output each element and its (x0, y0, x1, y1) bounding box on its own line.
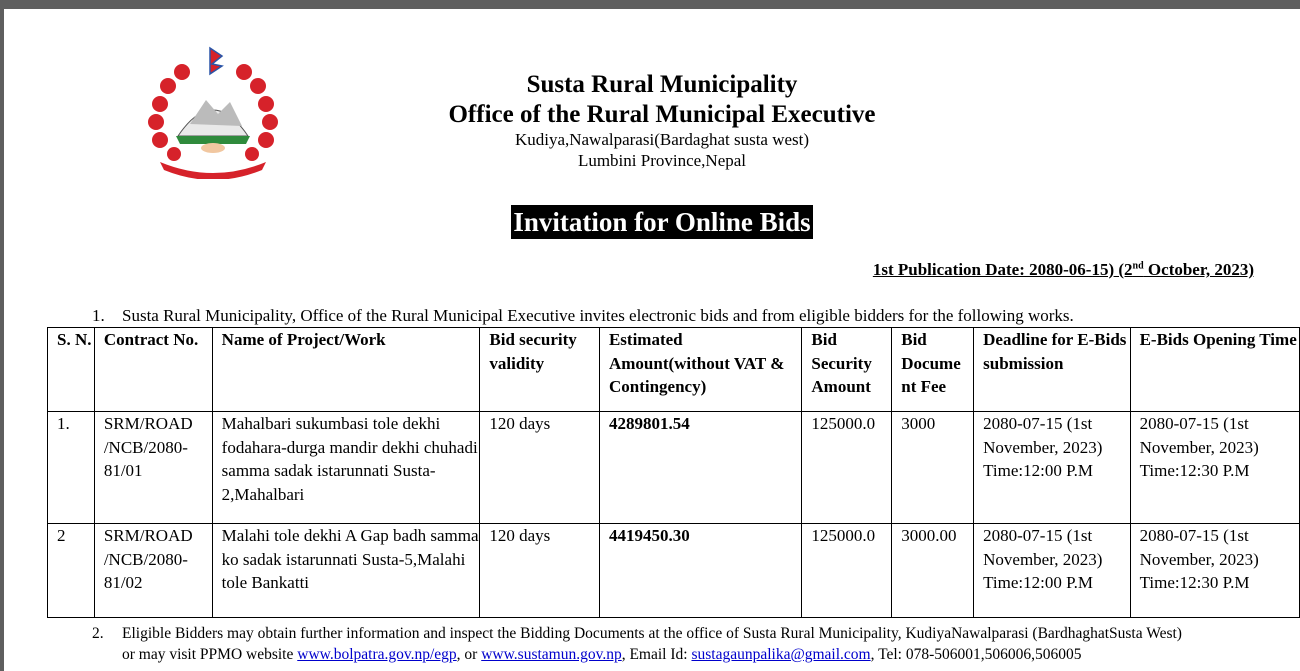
cell-project: Mahalbari sukumbasi tole dekhi fodahara-durga mandir dekhi chuhadi samma sadak istarunnati Susta-2,Mahalbari (212, 412, 480, 524)
col-header: Bid Security Amount (802, 328, 892, 412)
cell-amount: 4289801.54 (599, 412, 801, 524)
cell-opening: 2080-07-15 (1st November, 2023) Time:12:30 P.M (1130, 524, 1299, 618)
cell-security: 125000.0 (802, 412, 892, 524)
province-line: Lumbini Province,Nepal (577, 151, 747, 170)
notice-title: Invitation for Online Bids (513, 207, 811, 237)
col-header: Contract No. (94, 328, 212, 412)
cell-amount: 4419450.30 (599, 524, 801, 618)
municipality-name: Susta Rural Municipality (526, 71, 798, 98)
table-row (48, 412, 1300, 524)
col-header: Name of Project/Work (212, 328, 480, 412)
sustamun-link[interactable]: www.sustamun.gov.np (481, 646, 622, 663)
paragraph-2: 2. Eligible Bidders may obtain further information and inspect the Bidding Documents at the office of Susta Rural Municipality, KudiyaNawalparasi (BardhaghatSusta West) or may visit PPMO website www.bolpatra.gov.np/egp, or www.sustamun.gov.np, Email Id: sustagaunpalika@gmail.com, Tel: 078-506001,506006,506005 (92, 625, 1182, 663)
col-header: Bid Docume nt Fee (892, 328, 974, 412)
cell-sn: 2 (48, 524, 95, 618)
table-header-row (48, 328, 1300, 412)
address-line: Kudiya,Nawalparasi(Bardaghat susta west) (514, 130, 810, 149)
email-link[interactable]: sustagaunpalika@gmail.com (691, 646, 871, 663)
bolpatra-link[interactable]: www.bolpatra.gov.np/egp (297, 646, 457, 663)
bids-table (47, 327, 1300, 618)
cell-validity: 120 days (480, 412, 600, 524)
document-page (4, 9, 1300, 671)
cell-deadline: 2080-07-15 (1st November, 2023) Time:12:00 P.M (974, 412, 1130, 524)
office-name: Office of the Rural Municipal Executive (448, 101, 876, 128)
publication-date: 1st Publication Date: 2080-06-15) (2nd October, 2023) (872, 260, 1254, 279)
cell-fee: 3000 (892, 412, 974, 524)
col-header: Deadline for E-Bids submission (974, 328, 1130, 412)
table-row (48, 524, 1300, 618)
cell-deadline: 2080-07-15 (1st November, 2023) Time:12:00 P.M (974, 524, 1130, 618)
cell-contract: SRM/ROAD /NCB/2080-81/01 (94, 412, 212, 524)
cell-opening: 2080-07-15 (1st November, 2023) Time:12:30 P.M (1130, 412, 1299, 524)
paragraph-1: 1. Susta Rural Municipality, Office of the Rural Municipal Executive invites electronic bids and from eligible bidders for the following works. (92, 306, 1074, 325)
cell-fee: 3000.00 (892, 524, 974, 618)
col-header: Bid security validity (480, 328, 600, 412)
cell-contract: SRM/ROAD /NCB/2080-81/02 (94, 524, 212, 618)
col-header: E-Bids Opening Time (1130, 328, 1299, 412)
col-header: Estimated Amount(without VAT & Contingency) (599, 328, 801, 412)
cell-validity: 120 days (480, 524, 600, 618)
cell-sn: 1. (48, 412, 95, 524)
cell-project: Malahi tole dekhi A Gap badh samma ko sadak istarunnati Susta-5,Malahi tole Bankatti (212, 524, 480, 618)
cell-security: 125000.0 (802, 524, 892, 618)
col-header: S. N. (48, 328, 95, 412)
